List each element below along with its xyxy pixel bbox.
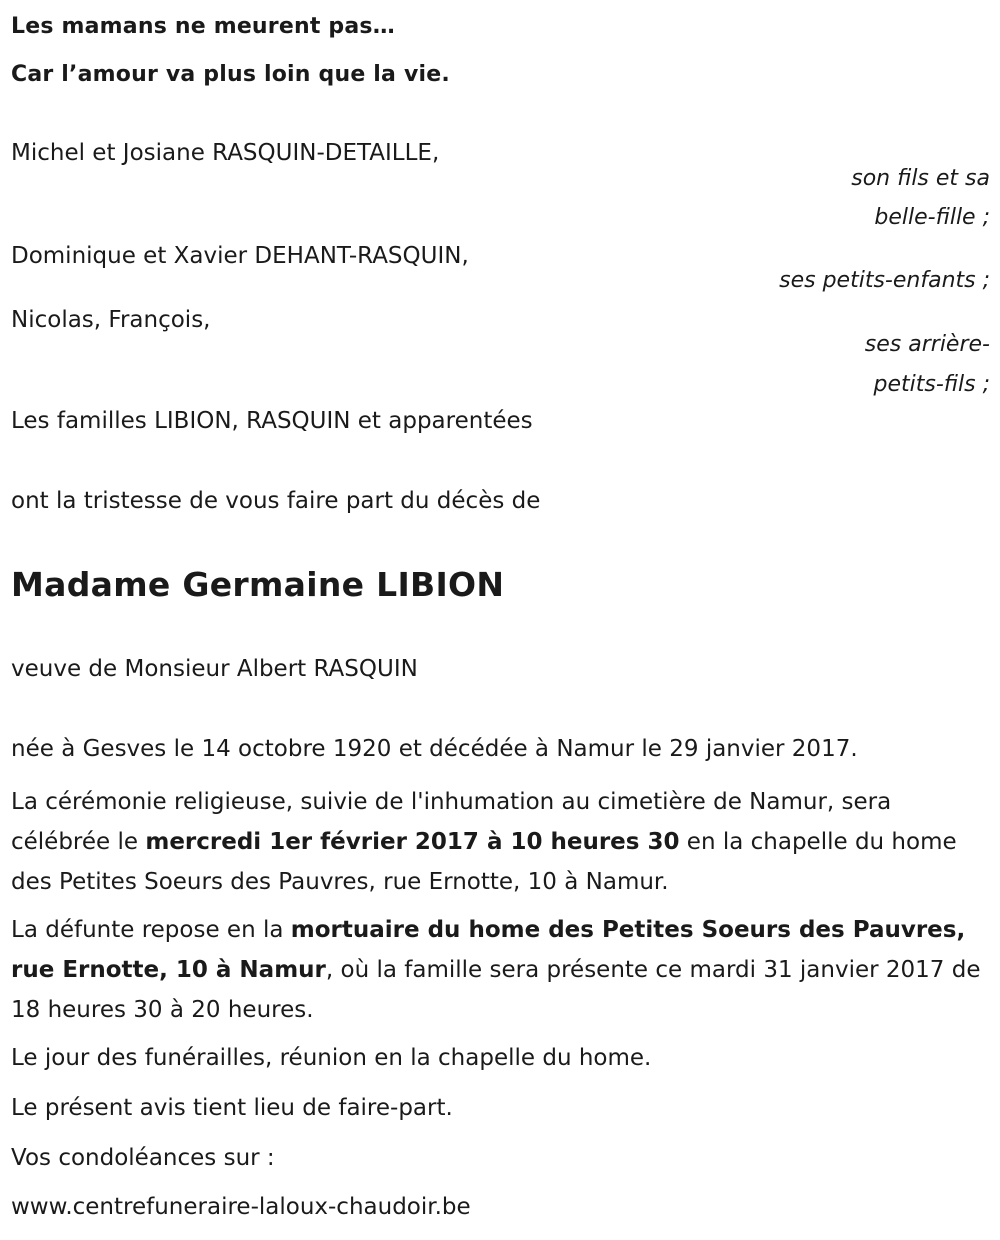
families-line: Les familles LIBION, RASQUIN et apparentées — [11, 408, 533, 434]
notice: Le présent avis tient lieu de faire-part. — [11, 1095, 453, 1121]
ceremony-datetime: mercredi 1er février 2017 à 10 heures 30 — [145, 829, 680, 855]
repose-intro: La défunte repose en la — [11, 917, 291, 943]
widow-of: veuve de Monsieur Albert RASQUIN — [11, 656, 418, 682]
great-grandchildren-names: Nicolas, François, — [11, 307, 211, 333]
repose-paragraph — [11, 910, 986, 1030]
ceremony-intro: La cérémonie religieuse, suivie de l'inhumation au cimetière de Namur, sera célébrée le — [11, 789, 892, 855]
son-role-line-1: son fils et sa — [851, 166, 990, 191]
repose-visit: , où la famille sera présente ce mardi 31 janvier 2017 de 18 heures 30 à 20 heures. — [11, 957, 981, 1023]
condolences-label: Vos condoléances sur : — [11, 1145, 275, 1171]
grandchildren-names: Dominique et Xavier DEHANT-RASQUIN, — [11, 243, 469, 269]
son-role-line-2: belle-fille ; — [874, 205, 990, 230]
birth-death: née à Gesves le 14 octobre 1920 et décédée à Namur le 29 janvier 2017. — [11, 736, 858, 762]
website-link[interactable]: www.centrefuneraire-laloux-chaudoir.be — [11, 1194, 471, 1220]
motto-line-1: Les mamans ne meurent pas… — [11, 14, 395, 39]
announcement: ont la tristesse de vous faire part du décès de — [11, 488, 541, 514]
grandchildren-role: ses petits-enfants ; — [779, 268, 990, 293]
great-grandchildren-role-line-1: ses arrière- — [864, 332, 990, 357]
motto-line-2: Car l’amour va plus loin que la vie. — [11, 62, 450, 87]
repose-place: mortuaire du home des Petites Soeurs des Pauvres, rue Ernotte, 10 à Namur — [11, 917, 966, 983]
ceremony-location: en la chapelle du home des Petites Soeurs des Pauvres, rue Ernotte, 10 à Namur. — [11, 829, 957, 895]
funeral-day: Le jour des funérailles, réunion en la chapelle du home. — [11, 1045, 652, 1071]
deceased-name: Madame Germaine LIBION — [11, 565, 505, 604]
great-grandchildren-role-line-2: petits-fils ; — [873, 372, 990, 397]
ceremony-paragraph — [11, 782, 986, 902]
son-names: Michel et Josiane RASQUIN-DETAILLE, — [11, 140, 440, 166]
